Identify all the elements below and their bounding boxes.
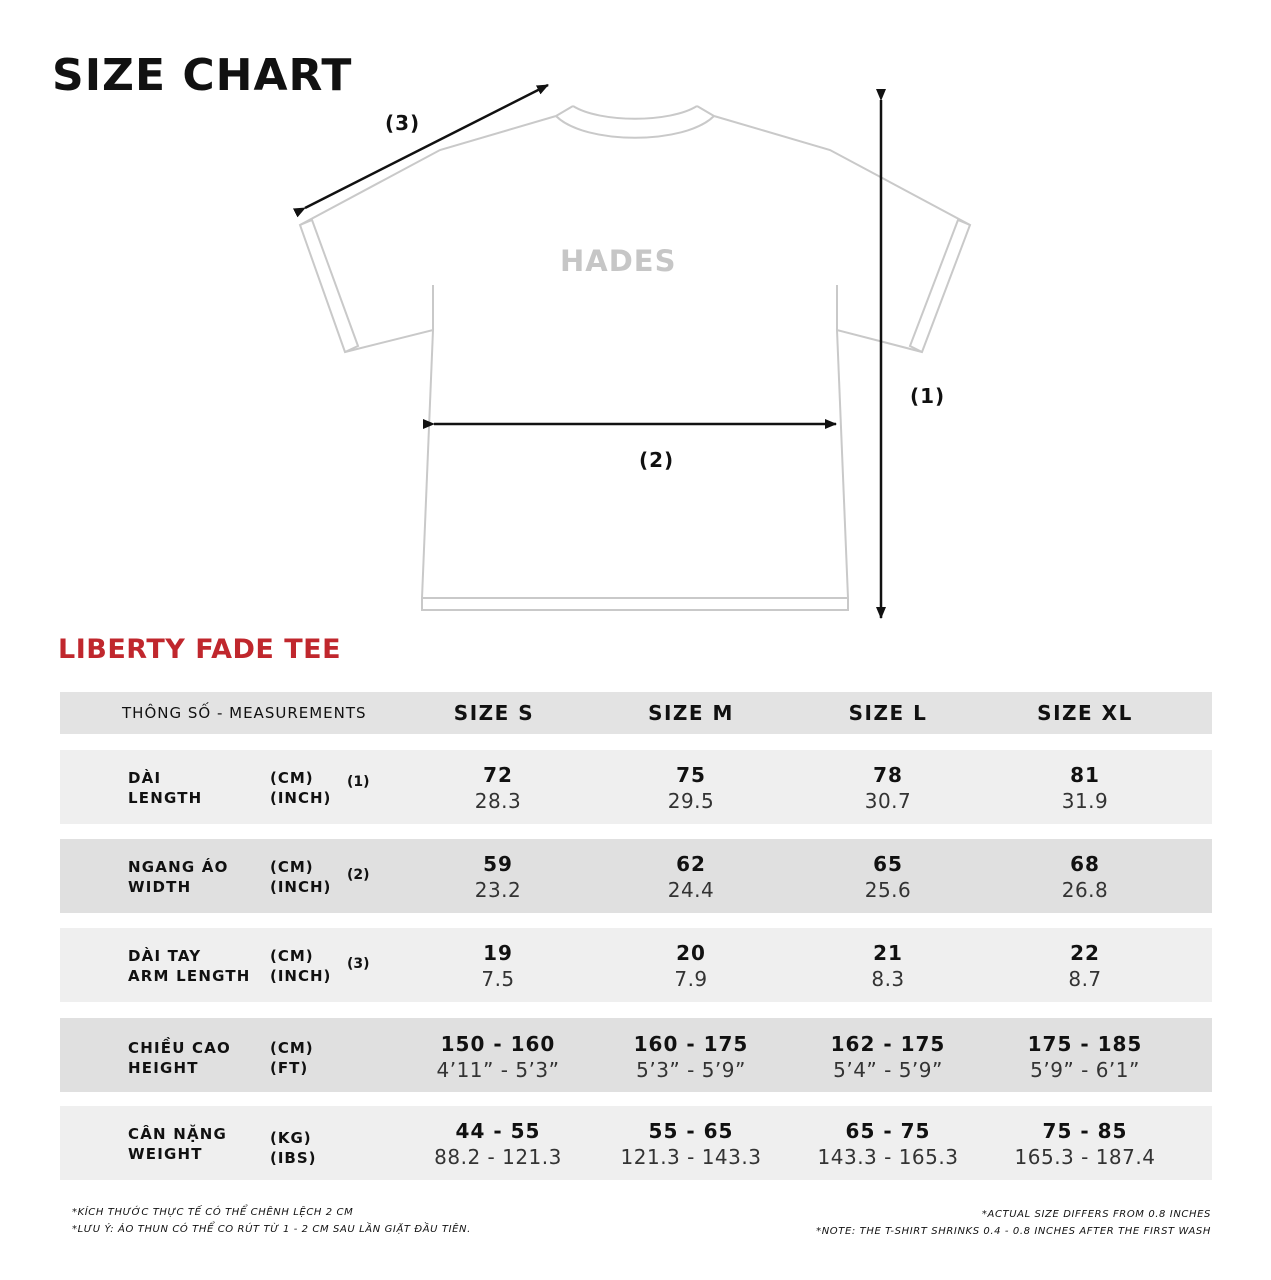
cell-size-xl: 81 31.9 — [1061, 763, 1109, 813]
row-units: (CM) (INCH) — [270, 858, 332, 896]
cell-size-xl: 68 26.8 — [1061, 852, 1109, 902]
notes-english — [816, 1206, 1211, 1240]
size-l-header: SIZE L — [848, 701, 928, 725]
cell-size-m: 62 24.4 — [667, 852, 715, 902]
table-row — [60, 1018, 1212, 1092]
table-row — [60, 839, 1212, 913]
label-arm-length: (3) — [385, 111, 421, 135]
cell-size-m: 20 7.9 — [674, 941, 708, 991]
row-ref: (3) — [347, 956, 370, 972]
size-xl-header: SIZE XL — [1037, 701, 1133, 725]
row-units: (KG) (IBS) — [270, 1129, 317, 1167]
cell-size-m: 160 - 175 5’3” - 5’9” — [633, 1032, 749, 1082]
cell-size-xl: 75 - 85 165.3 - 187.4 — [1014, 1119, 1156, 1169]
brand-logo: HADES — [560, 244, 677, 278]
note-vi-2: *LƯU Ý: ÁO THUN CÓ THỂ CO RÚT TỪ 1 - 2 CM SAU LẦN GIẶT ĐẦU TIÊN. — [72, 1224, 471, 1235]
notes-vietnamese — [72, 1204, 471, 1238]
cell-size-s: 44 - 55 88.2 - 121.3 — [434, 1119, 562, 1169]
label-width: (2) — [639, 448, 675, 472]
note-en-1: *ACTUAL SIZE DIFFERS FROM 0.8 INCHES — [981, 1209, 1211, 1220]
tshirt-outline — [300, 106, 970, 610]
row-units: (CM) (INCH) — [270, 769, 332, 807]
size-m-header: SIZE M — [648, 701, 734, 725]
size-s-header: SIZE S — [453, 701, 535, 725]
cell-size-m: 75 29.5 — [667, 763, 715, 813]
measurement-arrows — [305, 85, 881, 618]
cell-size-l: 65 - 75 143.3 - 165.3 — [817, 1119, 959, 1169]
cell-size-xl: 22 8.7 — [1068, 941, 1102, 991]
note-en-2: *NOTE: THE T-SHIRT SHRINKS 0.4 - 0.8 INCHES AFTER THE FIRST WASH — [816, 1226, 1211, 1237]
cell-size-s: 72 28.3 — [474, 763, 522, 813]
measurements-header: THÔNG SỐ - MEASUREMENTS — [122, 704, 367, 722]
row-ref: (2) — [347, 867, 370, 883]
product-name: LIBERTY FADE TEE — [58, 634, 342, 665]
row-label: DÀI LENGTH — [128, 769, 203, 807]
cell-size-s: 59 23.2 — [474, 852, 522, 902]
cell-size-s: 150 - 160 4’11” - 5’3” — [436, 1032, 560, 1082]
cell-size-xl: 175 - 185 5’9” - 6’1” — [1027, 1032, 1143, 1082]
cell-size-l: 21 8.3 — [871, 941, 905, 991]
cell-size-s: 19 7.5 — [481, 941, 515, 991]
table-header — [60, 692, 1212, 734]
row-label: CHIỀU CAO HEIGHT — [128, 1039, 231, 1077]
row-units: (CM) (FT) — [270, 1039, 314, 1077]
row-ref: (1) — [347, 774, 370, 790]
row-label: DÀI TAY ARM LENGTH — [128, 947, 251, 985]
page-title: SIZE CHART — [52, 50, 353, 101]
note-vi-1: *KÍCH THƯỚC THỰC TẾ CÓ THỂ CHÊNH LỆCH 2 CM — [72, 1207, 354, 1218]
table-row — [60, 1106, 1212, 1180]
arrow-arm-length — [305, 85, 548, 208]
cell-size-l: 78 30.7 — [864, 763, 912, 813]
row-units: (CM) (INCH) — [270, 947, 332, 985]
table-row — [60, 750, 1212, 824]
row-label: NGANG ÁO WIDTH — [128, 858, 229, 896]
label-length: (1) — [910, 384, 946, 408]
cell-size-m: 55 - 65 121.3 - 143.3 — [620, 1119, 762, 1169]
cell-size-l: 162 - 175 5’4” - 5’9” — [830, 1032, 946, 1082]
table-row — [60, 928, 1212, 1002]
cell-size-l: 65 25.6 — [864, 852, 912, 902]
row-label: CÂN NẶNG WEIGHT — [128, 1125, 228, 1163]
